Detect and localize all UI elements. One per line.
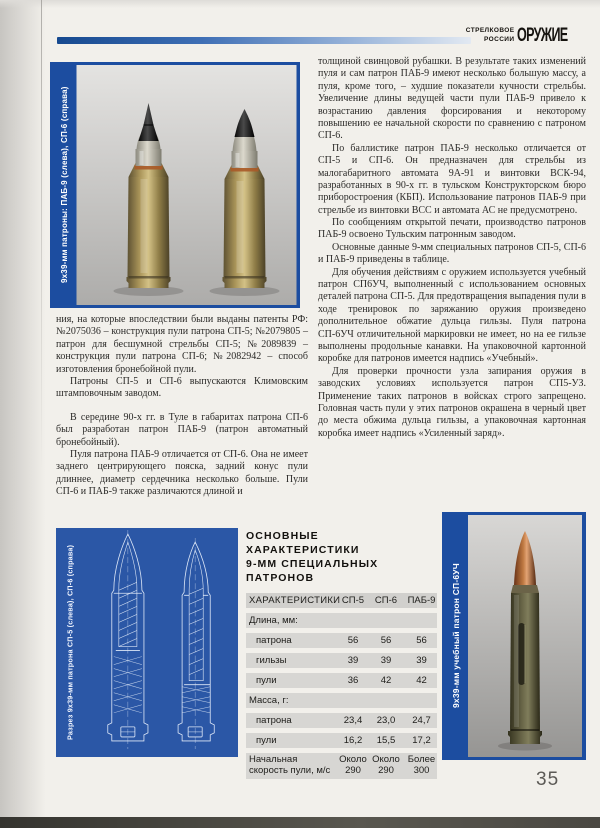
- table-cell: 56: [416, 635, 427, 647]
- table-cell: 42: [380, 675, 392, 687]
- table-title-line: ПАТРОНОВ: [246, 571, 315, 584]
- cartridges-photo: [76, 65, 297, 305]
- diagram-figure: [56, 528, 238, 757]
- table-cell: Длина, мм:: [249, 615, 298, 627]
- body-text-right-column: [318, 56, 586, 440]
- page-crease: [41, 0, 42, 470]
- table-cell: 15,5: [376, 735, 396, 747]
- table-cell: пули: [256, 675, 277, 687]
- table-cell: Около 290: [372, 754, 400, 777]
- table-cell: патрона: [256, 635, 292, 647]
- table-cell: 42: [416, 675, 427, 687]
- table-title-line: ХАРАКТЕРИСТИКИ: [246, 543, 360, 556]
- diagram-caption: Разрез 9х39-мм патрона СП-5 (слева), СП-6 (справа): [65, 544, 75, 741]
- table-cell: 23,4: [343, 715, 363, 727]
- table-cell: 56: [380, 635, 392, 647]
- table-row: [246, 733, 437, 748]
- table-cell: патрона: [256, 715, 292, 727]
- table-row: [246, 653, 437, 668]
- paragraph: Пуля патрона ПАБ-9 отличается от СП-6. Она не имеет заднего центрирующего пояска, задний конус пули длиннее, диаметр сердечника несколько больше. Пули СП-6 и ПАБ-9 также различаются длиной и: [56, 448, 308, 498]
- table-cell: 23,0: [376, 715, 396, 727]
- top-photo-caption: 9х39-мм патроны: ПАБ-9 (слева), СП-6 (справа): [60, 86, 69, 284]
- specs-table: [246, 530, 437, 784]
- table-cell: 39: [347, 655, 359, 667]
- magazine-logo: ОРУЖИЕ: [517, 25, 568, 46]
- table-cell: 39: [380, 655, 392, 667]
- table-cell: 16,2: [343, 735, 363, 747]
- table-title-line: ОСНОВНЫЕ: [246, 530, 319, 542]
- brand-small-text: [466, 27, 515, 44]
- table-cell: 17,2: [412, 735, 431, 747]
- paragraph: Основные данные 9-мм специальных патронов СП-5, СП-6 и ПАБ-9 приведены в таблице.: [318, 241, 586, 266]
- sectioned-cartridge-sp5: [108, 530, 148, 749]
- table-cell: Более 300: [407, 754, 436, 777]
- table-cell: Около 290: [339, 754, 367, 777]
- table-cell: 39: [416, 655, 427, 667]
- brand-line-1: СТРЕЛКОВОЕ: [465, 27, 515, 35]
- sectioned-cartridge-sp6: [178, 538, 214, 749]
- table-cell: 24,7: [412, 715, 431, 727]
- right-photo-caption: 9х39-мм учебный патрон СП-6УЧ: [451, 563, 461, 709]
- right-photo-figure: [442, 512, 586, 760]
- paragraph: По сообщениям открытой печати, производство патронов ПАБ-9 освоено Тульским патронным заводом.: [318, 217, 586, 241]
- page-bottom-shadow: [0, 817, 600, 828]
- table-header-cell: СП-6: [374, 595, 398, 607]
- table-header-cell: ПАБ-9: [407, 595, 436, 607]
- table-cell: 56: [347, 635, 359, 647]
- table-row: [246, 633, 437, 648]
- magazine-brand: [462, 26, 594, 45]
- table-header-row: [246, 593, 437, 608]
- table-row: [246, 673, 437, 688]
- brand-line-2: РОССИИ: [484, 35, 515, 43]
- table-cell: Масса, г:: [249, 695, 289, 707]
- top-photo-figure: [50, 62, 300, 308]
- table-title-line: 9-ММ СПЕЦИАЛЬНЫХ: [246, 557, 379, 570]
- training-cartridge-photo: [467, 515, 583, 757]
- table-cell: гильзы: [256, 655, 287, 667]
- paragraph: Для проверки прочности узла запирания оружия в заводских условиях используется патрон СП5-УЗ. Применение таких патронов в войсках строго запрещено. Головная часть пули у этих патронов окрашена в черный цвет до места обжима дульца гильзы, а упаковочная картонная коробка имеет надпись «Усиленный заряд».: [318, 365, 586, 439]
- table-cell: пули: [256, 735, 277, 747]
- table-cell: Начальная скорость пули, м/с: [249, 754, 331, 777]
- page-number: 35: [536, 769, 560, 790]
- paragraph: ния, на которые впоследствии были выданы патенты РФ: №2075036 – конструкция пули патрона СП-5; №2079805 – патрон для бесшумной стрельбы СП-5; №2089839 – конструкция пули патрона СП-6; №2082942 – способ изготовления бронебойной пули.: [56, 314, 308, 375]
- table-section-row: [246, 613, 437, 628]
- page-top-shadow: [0, 0, 600, 8]
- blueprint-drawing: [82, 530, 234, 753]
- table-cell: 36: [347, 675, 359, 687]
- body-text-left-column: [56, 314, 308, 498]
- header-accent-rule: [57, 37, 471, 44]
- table-title: [246, 530, 437, 585]
- page-left-shadow: [0, 0, 54, 828]
- table-row: [246, 753, 437, 779]
- paragraph: В середине 90-х гг. в Туле в габаритах патрона СП-6 был разработан патрон ПАБ-9 (патрон автоматный бронебойный).: [56, 411, 308, 448]
- paragraph: Для обучения действиям с оружием используется учебный патрон СП6УЧ, выполненный с использованием основных деталей патрона СП-5. Для предотвращения выпадения пули в ходе тренировок по заряжанию оружия произведено дополнительное обжатие дульца гильзы. Пуля патрона СП-6УЧ отличительной маркировки не имеет, но на ее гильзе выполнены продольные канавки. На упаковочной картонной коробке для патронов имеется надпись «Учебный».: [318, 266, 586, 365]
- table-row: [246, 713, 437, 728]
- table-header-cell: СП-5: [341, 595, 365, 607]
- paragraph: толщиной свинцовой рубашки. В результате таких изменений пуля и сам патрон ПАБ-9 имеют несколько большую массу, а пуля, кроме того, – худшие показатели кучности стрельбы. Увеличение длины ведущей части пули ПАБ-9 привело к возрастанию давления форсирования и некоторому повышению ее начальной скорости по сравнению с патроном СП-6.: [318, 56, 586, 142]
- table-header-cell: ХАРАКТЕРИСТИКИ: [249, 595, 341, 607]
- paragraph: Патроны СП-5 и СП-6 выпускаются Климовским штамповочным заводом.: [56, 375, 308, 400]
- table-section-row: [246, 693, 437, 708]
- paragraph: По баллистике патрон ПАБ-9 несколько отличается от СП-5 и СП-6. Он предназначен для стрельбы из малогабаритного автомата 9А-91 и винтовки ВСК-94, разработанных в 90-х гг. в тульском Конструкторском бюро приборостроения (КБП). Использование патронов ПАБ-9 при стрельбе из винтовки ВСС и автомата АС не предусмотрено.: [318, 142, 586, 216]
